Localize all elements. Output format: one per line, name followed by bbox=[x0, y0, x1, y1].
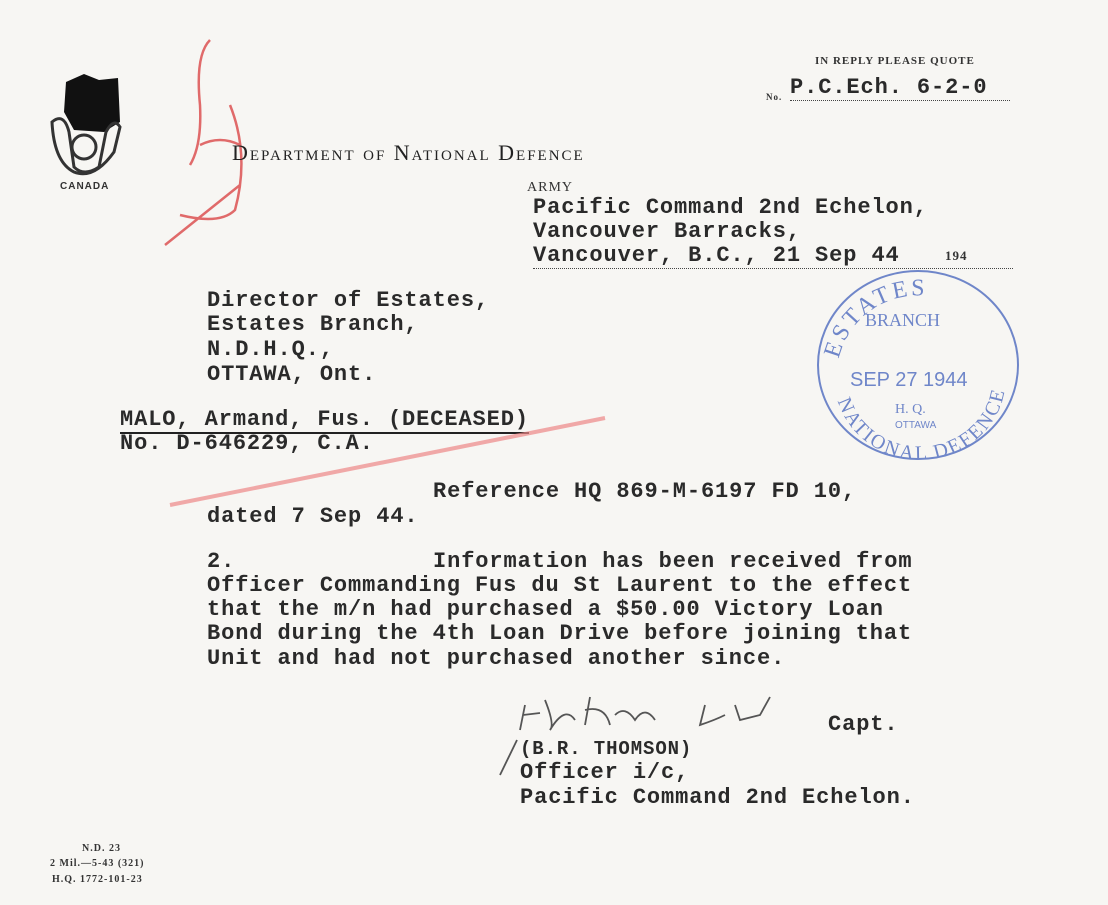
canada-crest-icon bbox=[44, 72, 124, 180]
form-footer-line: N.D. 23 bbox=[82, 843, 121, 854]
recipient-line: Estates Branch, bbox=[207, 312, 419, 337]
stamp-branch: BRANCH bbox=[865, 310, 941, 330]
stamp-city: OTTAWA bbox=[895, 420, 937, 431]
stamp-top: ESTATES bbox=[819, 275, 928, 361]
signature-title: Officer i/c, bbox=[520, 760, 690, 785]
signature-name: (B.R. THOMSON) bbox=[520, 738, 693, 760]
subject-line-2: No. D-646229, C.A. bbox=[120, 431, 374, 456]
signature-unit: Pacific Command 2nd Echelon. bbox=[520, 785, 915, 810]
date-line: Vancouver, B.C., 21 Sep 44 bbox=[533, 243, 900, 268]
army-label: ARMY bbox=[527, 180, 574, 195]
year-prefix: 194 bbox=[945, 248, 968, 263]
paragraph-line: Bond during the 4th Loan Drive before joining that bbox=[207, 621, 913, 646]
reply-label: IN REPLY PLEASE QUOTE bbox=[815, 55, 975, 67]
reference-dotted-line bbox=[790, 100, 1010, 101]
subject-line-1: MALO, Armand, Fus. (DECEASED) bbox=[120, 407, 529, 432]
signature-rank: Capt. bbox=[828, 712, 899, 737]
sender-line-1: Pacific Command 2nd Echelon, bbox=[533, 195, 928, 220]
paragraph-number: 2. bbox=[207, 549, 236, 574]
reference-number: P.C.Ech. 6-2-0 bbox=[790, 75, 988, 100]
paragraph-line: that the m/n had purchased a $50.00 Victory Loan bbox=[207, 597, 884, 622]
stamp-date: SEP 27 1944 bbox=[850, 369, 968, 391]
stamp-hq: H. Q. bbox=[895, 402, 926, 417]
handwritten-signature bbox=[495, 695, 805, 735]
paragraph-line: Officer Commanding Fus du St Laurent to the effect bbox=[207, 573, 913, 598]
recipient-line: Director of Estates, bbox=[207, 288, 490, 313]
recipient-line: N.D.H.Q., bbox=[207, 337, 334, 362]
paragraph-line: Information has been received from bbox=[433, 549, 913, 574]
dated-line: dated 7 Sep 44. bbox=[207, 504, 419, 529]
sender-line-2: Vancouver Barracks, bbox=[533, 219, 801, 244]
estates-branch-stamp bbox=[815, 268, 1020, 463]
no-prefix: No. bbox=[766, 92, 783, 102]
recipient-line: OTTAWA, Ont. bbox=[207, 362, 377, 387]
form-footer-line: 2 Mil.—5-43 (321) bbox=[50, 858, 145, 869]
form-footer-line: H.Q. 1772-101-23 bbox=[52, 874, 143, 885]
crest-label: CANADA bbox=[60, 181, 110, 192]
reference-line: Reference HQ 869-M-6197 FD 10, bbox=[433, 479, 857, 504]
department-title: Department of National Defence bbox=[232, 140, 585, 165]
signature-flourish bbox=[495, 735, 520, 780]
stamp-bottom: NATIONAL DEFENCE bbox=[832, 385, 1010, 463]
paragraph-line: Unit and had not purchased another since. bbox=[207, 646, 786, 671]
